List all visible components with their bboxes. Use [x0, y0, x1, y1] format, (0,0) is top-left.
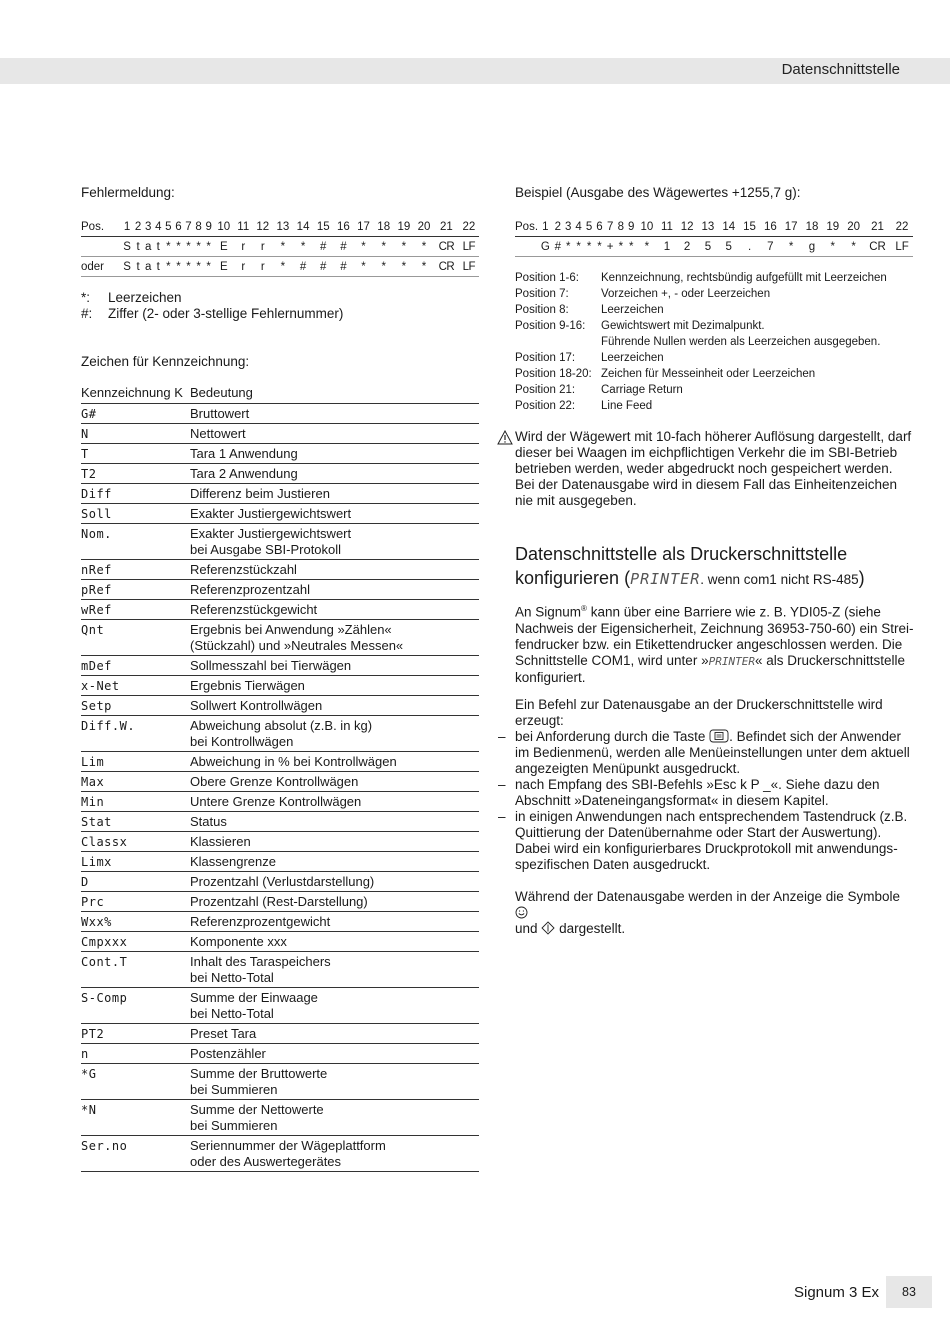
code-cell: Cont.T [81, 952, 190, 988]
table-cell: * [781, 237, 802, 257]
list-item [515, 302, 887, 318]
print-key-icon [709, 729, 729, 743]
code-cell: n [81, 1044, 190, 1064]
example-format-table [515, 217, 913, 257]
description-cell: Ergebnis bei Anwendung »Zählen« (Stückzahl) und »Neutrales Messen« [190, 620, 479, 656]
table-row [81, 812, 479, 832]
table-row [81, 832, 479, 852]
note-row: *: Leerzeichen [81, 290, 182, 305]
position-key: Position 1-6: [515, 272, 579, 284]
table-cell: * [163, 257, 173, 277]
description-cell: Bruttowert [190, 404, 479, 424]
table-cell: * [293, 237, 313, 257]
pos-number: 6 [173, 217, 183, 237]
table-cell: S [121, 237, 133, 257]
pos-number: 1 [538, 217, 553, 237]
table-cell: * [563, 237, 573, 257]
table-cell: # [313, 237, 333, 257]
pos-number: 17 [781, 217, 802, 237]
code-cell: wRef [81, 600, 190, 620]
table-row [81, 504, 479, 524]
code-cell: Max [81, 772, 190, 792]
table-cell: 5 [698, 237, 719, 257]
table-row [81, 716, 479, 752]
pos-number: 19 [822, 217, 843, 237]
code-cell: Diff.W. [81, 716, 190, 752]
pos-number: 2 [133, 217, 143, 237]
code-cell: Qnt [81, 620, 190, 656]
description-cell: Preset Tara [190, 1024, 479, 1044]
code-cell: mDef [81, 656, 190, 676]
pos-number: 21 [434, 217, 459, 237]
code-cell: D [81, 872, 190, 892]
table-cell: . [739, 237, 760, 257]
table-row [81, 464, 479, 484]
code-cell: Diff [81, 484, 190, 504]
table-row [81, 872, 479, 892]
description-cell: Differenz beim Justieren [190, 484, 479, 504]
description-cell: Komponente xxx [190, 932, 479, 952]
table-cell: CR [434, 237, 459, 257]
code-cell: Stat [81, 812, 190, 832]
row-label: oder [81, 257, 121, 277]
table-cell: # [293, 257, 313, 277]
pos-number: 3 [563, 217, 573, 237]
table-row [81, 600, 479, 620]
code-cell: Cmpxxx [81, 932, 190, 952]
description-cell: Postenzähler [190, 1044, 479, 1064]
table-row [81, 404, 479, 424]
code-table [81, 385, 479, 1172]
pos-number: 3 [143, 217, 153, 237]
warning-block [497, 429, 917, 509]
pos-number: 17 [353, 217, 373, 237]
trigger-list [498, 729, 915, 873]
position-key: Position 7: [515, 288, 569, 300]
table-cell: g [802, 237, 823, 257]
table-cell: * [194, 237, 204, 257]
print-symbol-icon [541, 921, 555, 935]
code-cell: *G [81, 1064, 190, 1100]
list-item: – bei Anforderung durch die Taste . Befindet sich der Anwender im Bedienmenü, werden alle Menüeinstellungen unter dem aktuell angezeigten Menüpunkt ausgedruckt. [498, 729, 910, 776]
pos-number: 22 [891, 217, 913, 237]
description-cell: Referenzprozentzahl [190, 580, 479, 600]
pos-number: 8 [194, 217, 204, 237]
table-cell: + [605, 237, 616, 257]
table-cell: * [594, 237, 604, 257]
code-cell: N [81, 424, 190, 444]
table-cell: 5 [718, 237, 739, 257]
table-row [81, 696, 479, 716]
codes-heading: Zeichen für Kennzeichnung: [81, 354, 250, 369]
table-cell: t [153, 257, 163, 277]
error-heading: Fehlermeldung: [81, 185, 175, 200]
description-cell: Status [190, 812, 479, 832]
table-header-row [81, 217, 479, 237]
position-list [515, 270, 887, 414]
table-cell: * [626, 237, 636, 257]
list-item [515, 366, 887, 382]
table-row [81, 1064, 479, 1100]
table-row [81, 560, 479, 580]
table-cell: * [636, 237, 657, 257]
table-cell: S [121, 257, 133, 277]
position-key [515, 334, 601, 350]
description-cell: Inhalt des Taraspeichers bei Netto-Total [190, 952, 479, 988]
code-cell: T2 [81, 464, 190, 484]
code-cell: Prc [81, 892, 190, 912]
table-cell: * [173, 237, 183, 257]
code-cell: Nom. [81, 524, 190, 560]
table-cell: * [374, 257, 394, 277]
table-cell: * [374, 237, 394, 257]
position-key: Position 17: [515, 352, 576, 364]
description-cell: Abweichung in % bei Kontrollwägen [190, 752, 479, 772]
table-cell: r [253, 237, 273, 257]
table-row [81, 792, 479, 812]
table-row [81, 1100, 479, 1136]
pos-number: 18 [374, 217, 394, 237]
pos-number: 9 [626, 217, 636, 237]
list-item [515, 350, 887, 366]
header-title: Datenschnittstelle [781, 61, 900, 78]
table-cell: * [584, 237, 594, 257]
code-cell: Min [81, 792, 190, 812]
table-cell: # [313, 257, 333, 277]
table-cell: r [234, 257, 253, 277]
pos-label: Pos. [81, 217, 121, 237]
description-cell: Prozentzahl (Verlustdarstellung) [190, 872, 479, 892]
example-heading: Beispiel (Ausgabe des Wägewertes +1255,7 g): [515, 185, 801, 200]
smiley-icon [515, 906, 528, 919]
table-cell: LF [459, 257, 479, 277]
paragraph-3: Während der Datenausgabe werden in der Anzeige die Symbole und dargestellt. [515, 889, 900, 936]
pos-number: 16 [760, 217, 781, 237]
pos-number: 1 [121, 217, 133, 237]
table-cell: * [394, 237, 414, 257]
table-row [81, 257, 479, 277]
table-row [81, 752, 479, 772]
table-row [81, 988, 479, 1024]
table-cell: * [194, 257, 204, 277]
pos-number: 12 [677, 217, 698, 237]
table-header-row [515, 217, 913, 237]
description-cell: Ergebnis Tierwägen [190, 676, 479, 696]
paragraph-1: An Signum® kann über eine Barriere wie z. B. YDI05-Z (siehe Nachweis der Eigensicherheit, Zeichnung 36953-750-60) ein Streifendrucker bzw. ein Etikettendrucker angeschlossen werden. Die Schnittstelle COM1, wird unter »PRINTER« als Druckerschnittstelle konfiguriert. [515, 604, 914, 685]
pos-number: 19 [394, 217, 414, 237]
row-label [81, 237, 121, 257]
header-bar [0, 58, 950, 84]
description-cell: Prozentzahl (Rest-Darstellung) [190, 892, 479, 912]
table-row [81, 912, 479, 932]
table-cell: a [143, 237, 153, 257]
table-row [515, 237, 913, 257]
list-item [515, 398, 887, 414]
table-row [81, 424, 479, 444]
code-cell: Classx [81, 832, 190, 852]
description-cell: Summe der Nettowerte bei Summieren [190, 1100, 479, 1136]
table-cell: * [183, 257, 193, 277]
list-item [515, 318, 887, 334]
description-cell: Obere Grenze Kontrollwägen [190, 772, 479, 792]
pos-number: 13 [698, 217, 719, 237]
description-cell: Klassengrenze [190, 852, 479, 872]
pos-number: 5 [584, 217, 594, 237]
description-cell: Tara 2 Anwendung [190, 464, 479, 484]
code-cell: Ser.no [81, 1136, 190, 1172]
table-row [81, 772, 479, 792]
pos-number: 15 [313, 217, 333, 237]
printer-code: PRINTER [630, 570, 701, 588]
code-cell: Lim [81, 752, 190, 772]
position-key: Position 8: [515, 304, 569, 316]
table-cell: 1 [657, 237, 676, 257]
paragraph-2: Ein Befehl zur Datenausgabe an der Druckerschnittstelle wird erzeugt: [515, 697, 883, 728]
position-key: Position 21: [515, 384, 576, 396]
code-cell: T [81, 444, 190, 464]
list-item: – in einigen Anwendungen nach entsprechendem Tastendruck (z.B. Quittierung der Datenübernahme oder Start der Auswertung). Dabei wird ein konfigurierbares Druckprotokoll mit anwendungsspezifischen Daten ausgedruckt. [498, 809, 908, 872]
pos-number: 10 [636, 217, 657, 237]
table-row [81, 444, 479, 464]
description-cell: Summe der Bruttowerte bei Summieren [190, 1064, 479, 1100]
list-item [515, 270, 887, 286]
code-cell: Soll [81, 504, 190, 524]
code-cell: PT2 [81, 1024, 190, 1044]
table-row [81, 952, 479, 988]
table-cell: * [273, 237, 293, 257]
position-key: Position 22: [515, 400, 576, 412]
table-cell: r [234, 237, 253, 257]
table-cell: * [822, 237, 843, 257]
pos-number: 16 [333, 217, 353, 237]
pos-number: 18 [802, 217, 823, 237]
code-table-col1: Kennzeichnung K [81, 385, 190, 404]
pos-number: 4 [573, 217, 583, 237]
table-row [81, 1136, 479, 1172]
table-cell: 2 [677, 237, 698, 257]
description-cell: Untere Grenze Kontrollwägen [190, 792, 479, 812]
pos-number: 20 [414, 217, 434, 237]
code-cell: Wxx% [81, 912, 190, 932]
position-text: Gewichtswert mit Dezimalpunkt. [601, 320, 765, 332]
table-row [81, 1024, 479, 1044]
table-cell: LF [459, 237, 479, 257]
table-row [81, 656, 479, 676]
position-text: Führende Nullen werden als Leerzeichen ausgegeben. [601, 336, 881, 348]
pos-number: 8 [616, 217, 626, 237]
code-cell: Limx [81, 852, 190, 872]
pos-number: 22 [459, 217, 479, 237]
position-key: Position 9-16: [515, 320, 586, 332]
warning-text: Wird der Wägewert mit 10-fach höherer Auflösung dargestellt, darf dieser bei Waagen im eichpflichtigen Verkehr die im SBI-Betrieb betrieben werden, weder abgedruckt noch gespeichert werden. Bei der Datenausgabe wird in diesem Fall das Einheitenzeichen nie mit ausgegeben. [515, 429, 912, 508]
table-cell: # [333, 257, 353, 277]
table-cell: * [573, 237, 583, 257]
table-cell: # [553, 237, 563, 257]
table-cell: # [333, 237, 353, 257]
note-row: #: Ziffer (2- oder 3-stellige Fehlernummer) [81, 306, 344, 321]
pos-number: 14 [293, 217, 313, 237]
table-cell: 7 [760, 237, 781, 257]
pos-number: 7 [183, 217, 193, 237]
table-cell: * [414, 237, 434, 257]
position-key: Position 18-20: [515, 368, 592, 380]
table-row [81, 484, 479, 504]
table-row [81, 1044, 479, 1064]
position-text: Vorzeichen +, - oder Leerzeichen [601, 288, 771, 300]
table-row [81, 580, 479, 600]
table-row [81, 852, 479, 872]
pos-number: 15 [739, 217, 760, 237]
pos-number: 11 [657, 217, 676, 237]
table-row [81, 932, 479, 952]
table-cell: * [353, 237, 373, 257]
warning-triangle-icon [497, 430, 513, 445]
table-cell: * [183, 237, 193, 257]
page-number: 83 [886, 1276, 932, 1308]
table-cell: t [133, 257, 143, 277]
description-cell: Abweichung absolut (z.B. in kg) bei Kontrollwägen [190, 716, 479, 752]
table-cell: * [843, 237, 864, 257]
table-row [81, 620, 479, 656]
description-cell: Tara 1 Anwendung [190, 444, 479, 464]
table-cell: * [163, 237, 173, 257]
pos-number: 13 [273, 217, 293, 237]
pos-label: Pos. [515, 217, 538, 237]
table-cell: a [143, 257, 153, 277]
description-cell: Referenzstückzahl [190, 560, 479, 580]
code-cell: G# [81, 404, 190, 424]
table-row [81, 676, 479, 696]
footer-title: Signum 3 Ex [794, 1284, 880, 1301]
table-cell: * [394, 257, 414, 277]
position-text: Kennzeichnung, rechtsbündig aufgefüllt mit Leerzeichen [601, 272, 887, 284]
pos-number: 21 [864, 217, 891, 237]
row-label [515, 237, 538, 257]
section-title: Datenschnittstelle als Druckerschnittstelle konfigurieren (PRINTER. wenn com1 nicht RS-485) [515, 544, 865, 588]
notes [81, 290, 343, 322]
list-item [515, 286, 887, 302]
description-cell: Summe der Einwaage bei Netto-Total [190, 988, 479, 1024]
list-item: – nach Empfang des SBI-Befehls »Esc k P _«. Siehe dazu den Abschnitt »Dateneingangsformat« in diesem Kapitel. [498, 777, 880, 808]
table-cell: E [214, 257, 234, 277]
pos-number: 20 [843, 217, 864, 237]
table-cell: t [133, 237, 143, 257]
table-cell: LF [891, 237, 913, 257]
table-cell: * [414, 257, 434, 277]
position-text: Carriage Return [601, 384, 683, 396]
pos-number: 4 [153, 217, 163, 237]
error-format-table [81, 217, 479, 277]
pos-number: 11 [234, 217, 253, 237]
description-cell: Exakter Justiergewichtswert [190, 504, 479, 524]
position-text: Leerzeichen [601, 304, 664, 316]
description-cell: Nettowert [190, 424, 479, 444]
code-cell: *N [81, 1100, 190, 1136]
list-item [515, 334, 887, 350]
description-cell: Referenzstückgewicht [190, 600, 479, 620]
description-cell: Sollmesszahl bei Tierwägen [190, 656, 479, 676]
code-cell: S-Comp [81, 988, 190, 1024]
pos-number: 5 [163, 217, 173, 237]
code-cell: Setp [81, 696, 190, 716]
table-row [81, 892, 479, 912]
table-cell: E [214, 237, 234, 257]
pos-number: 9 [204, 217, 214, 237]
code-table-col2: Bedeutung [190, 385, 479, 404]
table-cell: * [204, 257, 214, 277]
table-cell: G [538, 237, 553, 257]
table-cell: CR [434, 257, 459, 277]
table-cell: CR [864, 237, 891, 257]
position-text: Zeichen für Messeinheit oder Leerzeichen [601, 368, 816, 380]
code-cell: nRef [81, 560, 190, 580]
table-cell: * [173, 257, 183, 277]
list-item [515, 382, 887, 398]
code-cell: x-Net [81, 676, 190, 696]
table-row [81, 237, 479, 257]
code-cell: pRef [81, 580, 190, 600]
pos-number: 6 [594, 217, 604, 237]
position-text: Line Feed [601, 400, 653, 412]
pos-number: 7 [605, 217, 616, 237]
description-cell: Seriennummer der Wägeplattform oder des Auswertegerätes [190, 1136, 479, 1172]
pos-number: 14 [718, 217, 739, 237]
description-cell: Exakter Justiergewichtswert bei Ausgabe SBI-Protokoll [190, 524, 479, 560]
pos-number: 2 [553, 217, 563, 237]
table-cell: * [204, 237, 214, 257]
pos-number: 12 [253, 217, 273, 237]
pos-number: 10 [214, 217, 234, 237]
description-cell: Referenzprozentgewicht [190, 912, 479, 932]
table-cell: * [273, 257, 293, 277]
description-cell: Sollwert Kontrollwägen [190, 696, 479, 716]
position-text: Leerzeichen [601, 352, 664, 364]
table-cell: * [616, 237, 626, 257]
table-cell: r [253, 257, 273, 277]
description-cell: Klassieren [190, 832, 479, 852]
table-cell: * [353, 257, 373, 277]
table-cell: t [153, 237, 163, 257]
table-row [81, 524, 479, 560]
